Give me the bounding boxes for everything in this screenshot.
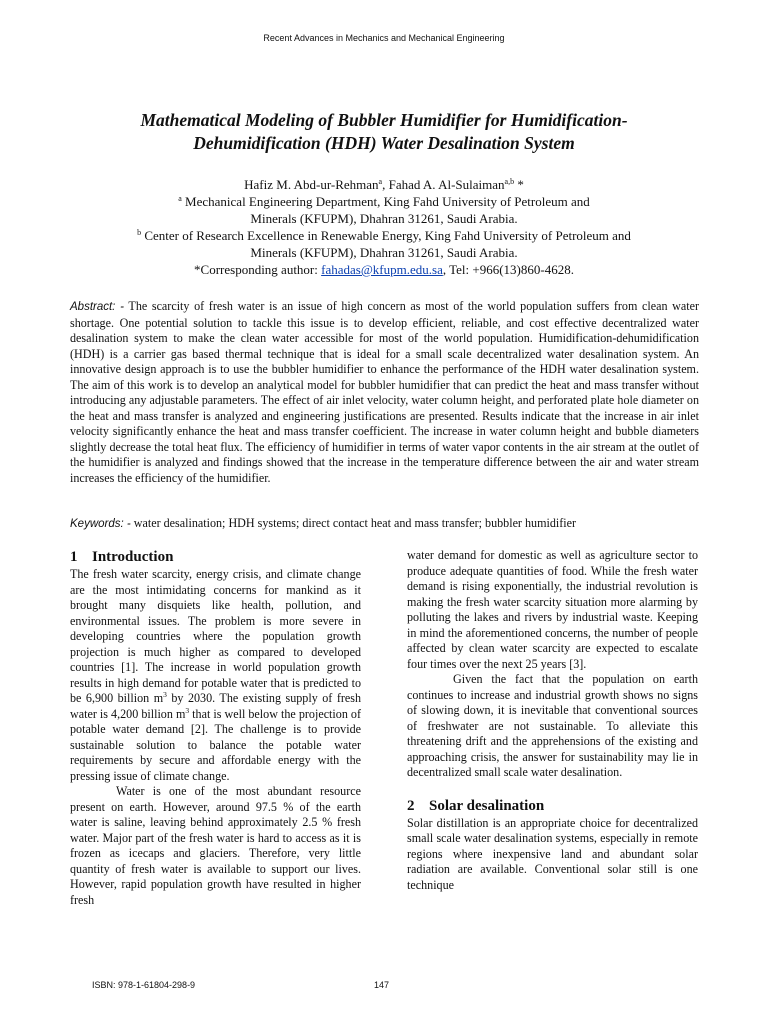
- affiliation-b-mark: b: [137, 228, 142, 237]
- intro-paragraph-1: [70, 567, 361, 784]
- intro-paragraph-2: Water is one of the most abundant resource present on earth. However, around 97.5 % of the earth water is saline, leaving behind approximately 2.5 % fresh water. Major part of the fresh water is hard to access as it is frozen as icecaps and glaciers. Therefore, very little quantity of fresh water is available to support our lives. However, rapid population growth have resulted in higher fresh: [70, 784, 361, 907]
- footer-page-number: 147: [374, 980, 390, 990]
- corresponding-author: [60, 261, 708, 278]
- intro-p1-part-b: by 2030. The existing supply of fresh water is 4,200 billion m: [70, 691, 362, 721]
- affiliation-b-line-1: Center of Research Excellence in Renewable Energy, King Fahd University of Petroleum and: [141, 228, 631, 243]
- affiliation-b: [60, 227, 708, 244]
- keywords-label: Keywords: -: [70, 518, 131, 530]
- title-line-1: Mathematical Modeling of Bubbler Humidifier for Humidification-: [140, 110, 628, 130]
- corresponding-email-link[interactable]: fahadas@kfupm.edu.sa: [321, 262, 443, 277]
- corresponding-star: *: [514, 177, 524, 192]
- intro-p1-superscript-2: 3: [185, 705, 190, 715]
- abstract-label: Abstract: -: [70, 301, 125, 313]
- affiliation-a-line-2: Minerals (KFUPM), Dhahran 31261, Saudi Arabia.: [250, 211, 518, 226]
- author-names: [60, 176, 708, 193]
- intro-p1-part-c: that is well below the projection of potable water demand [2]. The challenge is to provide sustainable solution to balance the potable water requirements by secure and affordable energy with the pressing issue of climate change.: [70, 706, 362, 783]
- author-2: , Fahad A. Al-Sulaiman: [382, 177, 505, 192]
- author-1-affil: a: [378, 177, 383, 186]
- footer-isbn: ISBN: 978-1-61804-298-9: [92, 980, 196, 990]
- section-1-heading: [70, 548, 361, 567]
- section-1-number: 1: [70, 549, 78, 565]
- author-block: [60, 176, 708, 278]
- solar-paragraph-1: Solar distillation is an appropriate choice for decentralized small scale water desalination systems, especially in remote regions where inexpensive land and abundant solar radiation are available. Conventional solar still is one technique: [407, 815, 698, 892]
- running-head: Recent Advances in Mechanics and Mechanical Engineering: [263, 33, 505, 43]
- keywords: [70, 516, 699, 533]
- affiliation-a: [60, 193, 708, 210]
- corresponding-phone: , Tel: +966(13)860-4628.: [442, 262, 574, 277]
- intro-paragraph-4: Given the fact that the population on earth continues to increase and industrial growth shows no signs of slowing down, it is inevitable that conventional sources of freshwater are not sustainable. To alleviate this threatening drift and the apprehensions of the existing and approaching crisis, the answer for sustainability may lie in decentralized small scale water desalination.: [407, 672, 698, 779]
- intro-p1-part-a: The fresh water scarcity, energy crisis, and climate change are the most intimidating concerns for mankind as it brought many disquiets like health, pollution, and environmental issues. The problem is more severe in developing countries where the population growth projection is much higher as compared to developed countries [1]. The increase in world population growth results in high demand for potable water that is predicted to be 6,900 billion m: [70, 567, 361, 705]
- corresponding-prefix: *Corresponding author:: [194, 262, 322, 277]
- affiliation-b-line-2: Minerals (KFUPM), Dhahran 31261, Saudi Arabia.: [250, 245, 518, 260]
- title-line-2: Dehumidification (HDH) Water Desalination System: [193, 133, 575, 153]
- affiliation-a-line-1: Mechanical Engineering Department, King Fahd University of Petroleum and: [181, 194, 590, 209]
- section-2-heading: [407, 797, 698, 816]
- intro-paragraph-3: water demand for domestic as well as agriculture sector to produce adequate quantities of food. While the fresh water demand is rising exponentially, the industrial revolution is making the fresh water scarcity situation more alarming by polluting the lakes and rivers by industrial waste. Keeping in mind the aforementioned concerns, the number of people affected by clean water scarcity are expected to escalate four times over the next 25 years [3].: [407, 548, 698, 671]
- affiliation-a-mark: a: [178, 194, 182, 203]
- paper-title: [60, 109, 708, 155]
- left-column: [70, 548, 361, 908]
- section-1-title: Introduction: [92, 549, 174, 565]
- author-1: Hafiz M. Abd-ur-Rehman: [244, 177, 379, 192]
- author-2-affil: a,b: [504, 177, 515, 186]
- section-2-number: 2: [407, 797, 415, 814]
- abstract-text: The scarcity of fresh water is an issue of high concern as most of the world population suffers from clean water shortage. One potential solution to tackle this issue is to develop efficient, reliable, and cost effective decentralized water desalination system to make the clean water accessible for most of the world population. Humidification-dehumidification (HDH) is a carrier gas based thermal technique that is ideal for a small scale decentralized water desalination system. An innovative design approach is to use the bubbler humidifier to enhance the performance of the HDH water desalination system. The aim of this work is to develop an analytical model for bubbler humidifier that can predict the heat and mass transfer without introducing any adjustable parameters. The effect of air inlet velocity, water column height, and perforated plate hole diameter on the heat and mass transfer is analyzed and engineering justifications are presented. Results indicate that the increase in air inlet velocity significantly enhance the heat and mass transfer coefficient. The increase in water column height and bubble diameters slightly decrease the total heat flux. The efficiency of humidifier in terms of water vapor contents in the air stream at the outlet of the humidifier is analyzed and findings showed that the increase in the temperature difference between the air and water stream increases the efficiency of the humidifier.: [70, 299, 699, 485]
- intro-p1-superscript-1: 3: [163, 690, 167, 699]
- section-2-title: Solar desalination: [429, 797, 545, 814]
- right-column: [407, 548, 698, 893]
- abstract: [70, 299, 699, 486]
- keywords-text: water desalination; HDH systems; direct contact heat and mass transfer; bubbler humidifier: [130, 516, 577, 530]
